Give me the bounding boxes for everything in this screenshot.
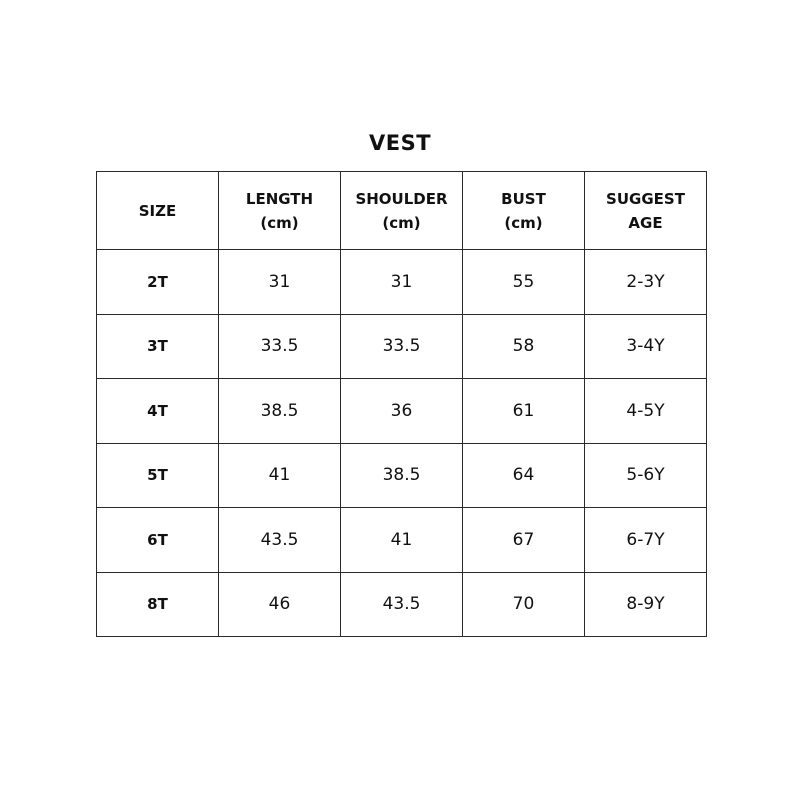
shoulder-cell: 36 (341, 379, 463, 444)
size-cell: 6T (97, 508, 219, 573)
age-cell: 2-3Y (585, 250, 707, 315)
header-suggest-age-line2: AGE (628, 213, 663, 232)
header-shoulder-label: SHOULDER (355, 189, 448, 208)
age-cell: 8-9Y (585, 572, 707, 637)
size-cell: 3T (97, 314, 219, 379)
shoulder-cell: 43.5 (341, 572, 463, 637)
table-row (97, 572, 707, 637)
header-suggest-age-line1: SUGGEST (606, 189, 685, 208)
size-chart-table (96, 171, 707, 637)
header-size-label: SIZE (138, 201, 177, 220)
table-row (97, 508, 707, 573)
header-bust-label: BUST (501, 189, 546, 208)
bust-cell: 64 (463, 443, 585, 508)
header-bust-unit: (cm) (504, 213, 543, 232)
bust-cell: 67 (463, 508, 585, 573)
length-cell: 38.5 (219, 379, 341, 444)
size-cell: 5T (97, 443, 219, 508)
size-cell: 2T (97, 250, 219, 315)
header-bust (463, 172, 585, 250)
header-shoulder-unit: (cm) (382, 213, 421, 232)
length-cell: 33.5 (219, 314, 341, 379)
header-length (219, 172, 341, 250)
table-row (97, 314, 707, 379)
header-length-label: LENGTH (245, 189, 314, 208)
table-row (97, 379, 707, 444)
table-row (97, 250, 707, 315)
table-row (97, 443, 707, 508)
age-cell: 6-7Y (585, 508, 707, 573)
bust-cell: 70 (463, 572, 585, 637)
shoulder-cell: 33.5 (341, 314, 463, 379)
table-header-row (97, 172, 707, 250)
shoulder-cell: 38.5 (341, 443, 463, 508)
age-cell: 5-6Y (585, 443, 707, 508)
length-cell: 41 (219, 443, 341, 508)
header-length-unit: (cm) (260, 213, 299, 232)
size-cell: 4T (97, 379, 219, 444)
header-shoulder (341, 172, 463, 250)
bust-cell: 55 (463, 250, 585, 315)
header-size (97, 172, 219, 250)
length-cell: 46 (219, 572, 341, 637)
shoulder-cell: 41 (341, 508, 463, 573)
age-cell: 3-4Y (585, 314, 707, 379)
length-cell: 43.5 (219, 508, 341, 573)
length-cell: 31 (219, 250, 341, 315)
shoulder-cell: 31 (341, 250, 463, 315)
bust-cell: 61 (463, 379, 585, 444)
size-cell: 8T (97, 572, 219, 637)
header-suggest-age (585, 172, 707, 250)
page-title: VEST (368, 131, 432, 155)
bust-cell: 58 (463, 314, 585, 379)
age-cell: 4-5Y (585, 379, 707, 444)
